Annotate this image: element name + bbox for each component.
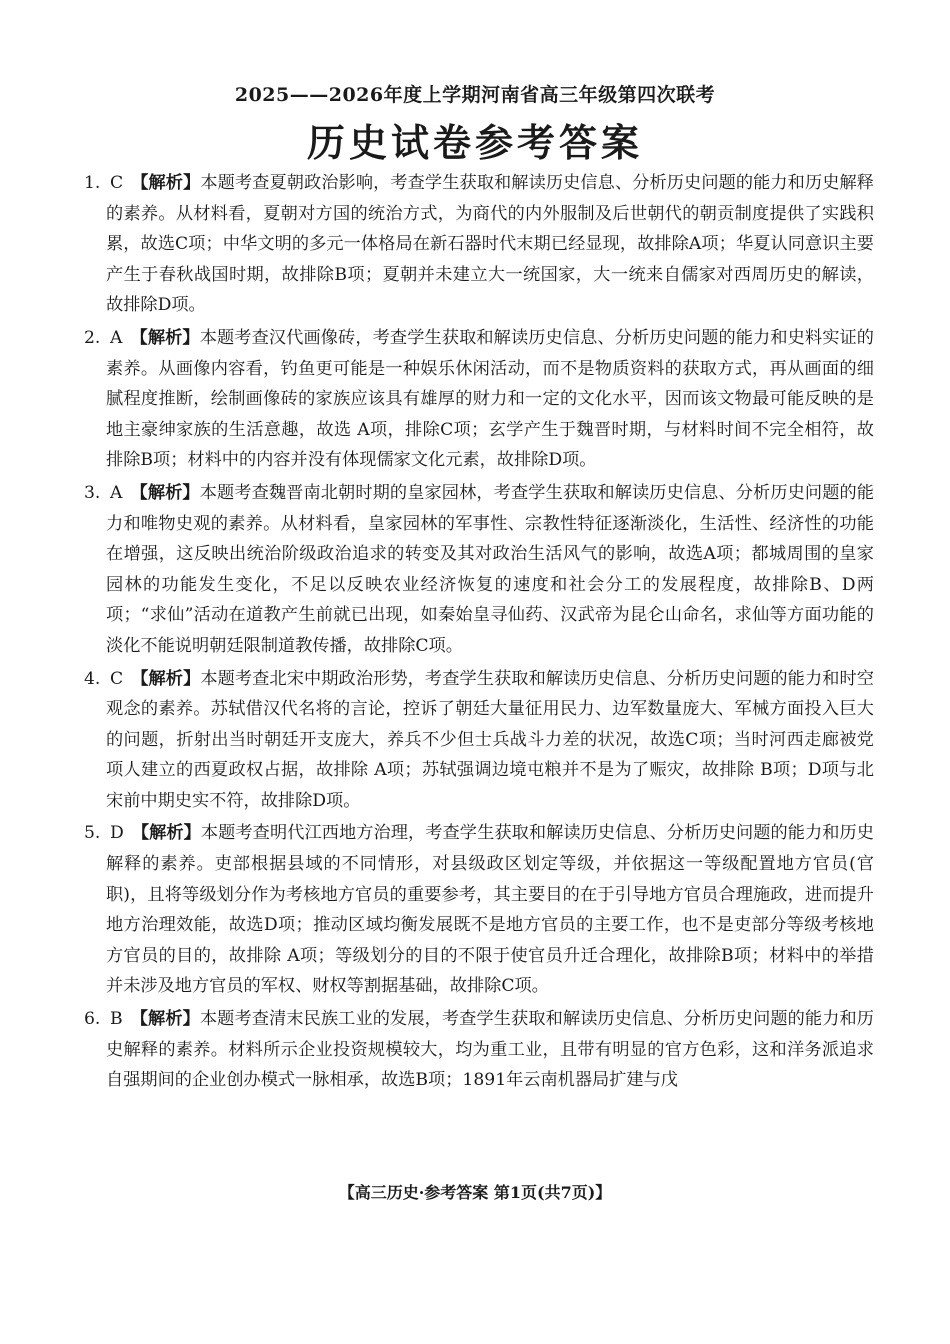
answer-choice: D <box>110 823 124 844</box>
answer-choice: A <box>110 482 123 503</box>
analysis-text: 本题考查夏朝政治影响，考查学生获取和解读历史信息、分析历史问题的能力和历史解释的素养。从材料看，夏朝对方国的统治方式，为商代的内外服制及后世朝代的朝贡制度提供了实践积累，故选C项；中华文明的多元一体格局在新石器时代末期已经显现，故排除A项；华夏认同意识主要产生于春秋战国时期，故排除B项；夏朝并未建立大一统国家，大一统来自儒家对西周历史的解读，故排除D项。 <box>106 173 874 316</box>
answer-item-6 <box>84 1004 874 1096</box>
question-number: 6. <box>84 1009 101 1030</box>
question-number: 5. <box>84 823 101 844</box>
answer-item-5 <box>84 818 874 1002</box>
answer-item-2 <box>84 323 874 476</box>
analysis-tag: 【解析】 <box>130 1009 200 1030</box>
analysis-text: 本题考查清末民族工业的发展，考查学生获取和解读历史信息、分析历史问题的能力和历史解释的素养。材料所示企业投资规模较大，均为重工业，且带有明显的官方色彩，这和洋务派追求自强期间的企业创办模式一脉相承，故选B项；1891年云南机器局扩建与戊 <box>106 1009 874 1091</box>
analysis-tag: 【解析】 <box>131 668 201 689</box>
analysis-text: 本题考查魏晋南北朝时期的皇家园林，考查学生获取和解读历史信息、分析历史问题的能力和唯物史观的素养。从材料看，皇家园林的军事性、宗教性特征逐渐淡化，生活性、经济性的功能在增强，这反映出统治阶级政治追求的转变及其对政治生活风气的影响，故选A项；都城周围的皇家园林的功能发生变化，不足以反映农业经济恢复的速度和社会分工的发展程度，故排除B、D两项；“求仙”活动在道教产生前就已出现，如秦始皇寻仙药、汉武帝为昆仑山命名，求仙等方面功能的淡化不能说明朝廷限制道教传播，故排除C项。 <box>106 482 874 656</box>
question-number: 4. <box>84 668 101 689</box>
analysis-tag: 【解析】 <box>131 823 201 844</box>
question-number: 3. <box>84 482 101 503</box>
answer-choice: C <box>110 668 124 689</box>
page-footer: 【高三历史·参考答案 第1页(共7页)】 <box>338 1183 612 1202</box>
answer-choice: A <box>110 327 123 348</box>
analysis-text: 本题考查北宋中期政治形势，考查学生获取和解读历史信息、分析历史问题的能力和时空观念的素养。苏轼借汉代名将的言论，控诉了朝廷大量征用民力、边军数量庞大、军械方面投入巨大的问题，折射出当时朝廷开支庞大，养兵不少但士兵战斗力差的状况，故选C项；当时河西走廊被党项人建立的西夏政权占据，故排除 A项；苏轼强调边境屯粮并不是为了赈灾，故排除 B项；D项与北宋前中期史实不符，故排除D项。 <box>106 668 874 811</box>
page-title: 历史试卷参考答案 <box>306 120 643 165</box>
answer-list <box>84 168 874 1098</box>
analysis-text: 本题考查汉代画像砖，考查学生获取和解读历史信息、分析历史问题的能力和史料实证的素养。从画像内容看，钓鱼更可能是一种娱乐休闲活动，而不是物质资料的获取方式，再从画面的细腻程度推断，绘制画像砖的家族应该具有雄厚的财力和一定的文化水平，因而该文物最可能反映的是地主豪绅家族的生活意趣，故选 A项，排除C项；玄学产生于魏晋时期，与材料时间不完全相符，故排除B项；材料中的内容并没有体现儒家文化元素，故排除D项。 <box>106 327 874 471</box>
answer-item-4 <box>84 664 874 817</box>
answer-item-3 <box>84 478 874 662</box>
answer-item-1 <box>84 168 874 321</box>
analysis-tag: 【解析】 <box>130 327 200 348</box>
question-number: 2. <box>84 327 101 348</box>
exam-subtitle: 2025——2026年度上学期河南省高三年级第四次联考 <box>234 84 716 106</box>
analysis-text: 本题考查明代江西地方治理，考查学生获取和解读历史信息、分析历史问题的能力和历史解释的素养。吏部根据县域的不同情形，对县级政区划定等级，并依据这一等级配置地方官员(官职)，且将等级划分作为考核地方官员的重要参考，其主要目的在于引导地方官员合理施政，进而提升地方治理效能，故选D项；推动区域均衡发展既不是地方官员的主要工作，也不是吏部分等级考核地方官员的目的，故排除 A项；等级划分的目的不限于使官员升迁合理化，故排除B项；材料中的举措并未涉及地方官员的军权、财权等割据基础，故排除C项。 <box>106 823 874 997</box>
answer-choice: C <box>110 173 124 193</box>
answer-choice: B <box>110 1009 123 1030</box>
question-number: 1. <box>84 173 101 193</box>
analysis-tag: 【解析】 <box>131 173 201 193</box>
analysis-tag: 【解析】 <box>130 482 200 503</box>
